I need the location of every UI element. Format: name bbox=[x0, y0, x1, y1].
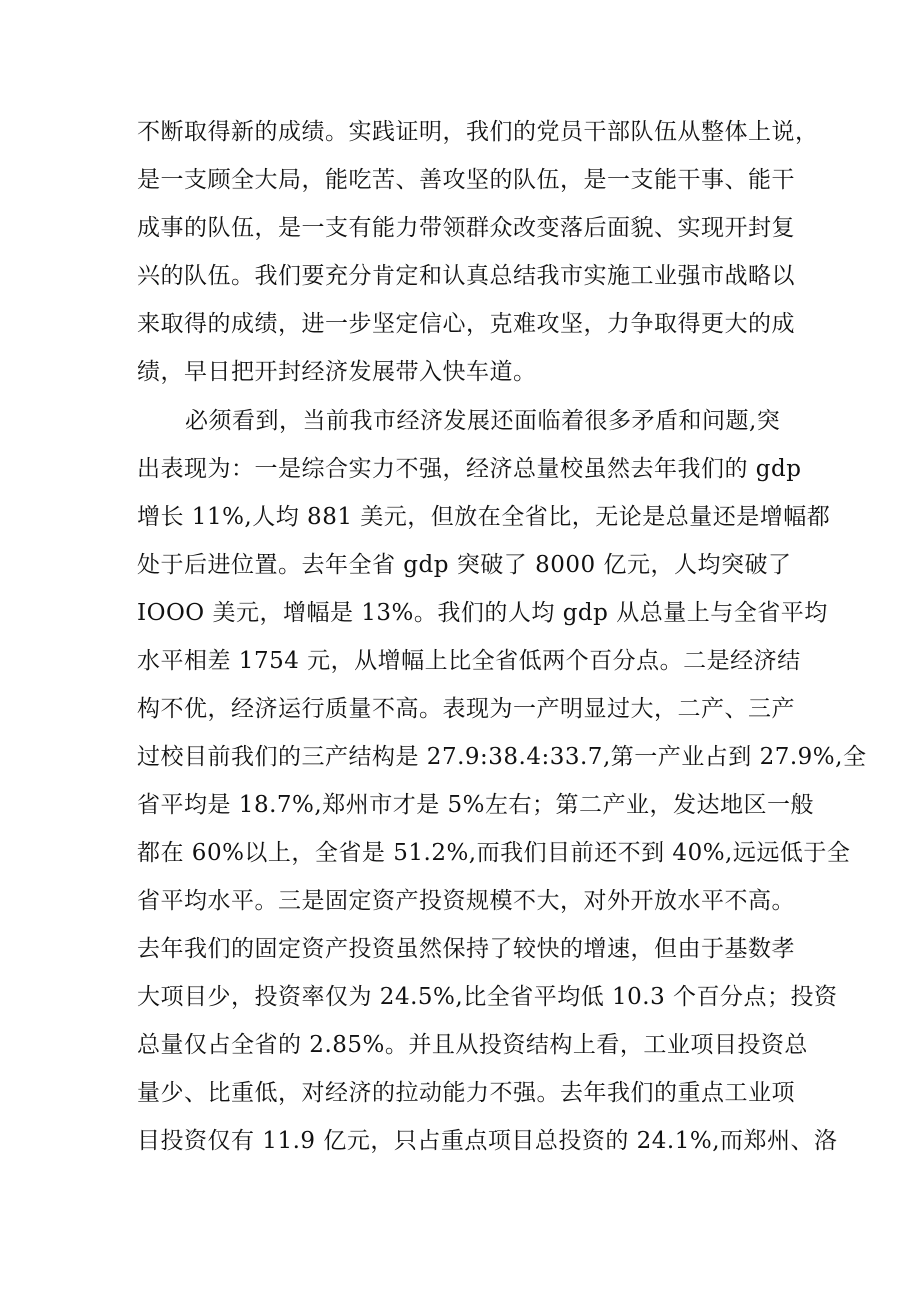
text-line: 去年我们的固定资产投资虽然保持了较快的增速，但由于基数孝 bbox=[137, 936, 795, 962]
paragraph-first-line: 必须看到，当前我市经济发展还面临着很多矛盾和问题,突 bbox=[185, 408, 781, 434]
text-line: 绩，早日把开封经济发展带入快车道。 bbox=[137, 359, 537, 385]
text-line: 水平相差 1754 元，从增幅上比全省低两个百分点。二是经济结 bbox=[137, 648, 801, 674]
text-line: IOOO 美元，增幅是 13%。我们的人均 gdp 从总量上与全省平均 bbox=[137, 600, 828, 626]
text-line: 省平均是 18.7%,郑州市才是 5%左右；第二产业，发达地区一般 bbox=[137, 792, 814, 818]
text-line: 成事的队伍，是一支有能力带领群众改变落后面貌、实现开封复 bbox=[137, 215, 795, 241]
text-line: 构不优，经济运行质量不高。表现为一产明显过大，二产、三产 bbox=[137, 696, 795, 722]
text-line: 省平均水平。三是固定资产投资规模不大，对外开放水平不高。 bbox=[137, 888, 795, 914]
text-line: 大项目少，投资率仅为 24.5%,比全省平均低 10.3 个百分点；投资 bbox=[137, 984, 838, 1010]
text-line: 兴的队伍。我们要充分肯定和认真总结我市实施工业强市战略以 bbox=[137, 263, 795, 289]
text-line: 过校目前我们的三产结构是 27.9:38.4:33.7,第一产业占到 27.9%,全 bbox=[137, 744, 867, 770]
text-line: 总量仅占全省的 2.85%。并且从投资结构上看，工业项目投资总 bbox=[137, 1032, 808, 1058]
text-line: 处于后进位置。去年全省 gdp 突破了 8000 亿元，人均突破了 bbox=[137, 552, 792, 578]
text-line: 增长 11%,人均 881 美元，但放在全省比，无论是总量还是增幅都 bbox=[137, 504, 831, 530]
text-line: 都在 60%以上，全省是 51.2%,而我们目前还不到 40%,远远低于全 bbox=[137, 840, 851, 866]
text-line: 不断取得新的成绩。实践证明，我们的党员干部队伍从整体上说， bbox=[137, 119, 819, 145]
text-line: 量少、比重低，对经济的拉动能力不强。去年我们的重点工业项 bbox=[137, 1080, 795, 1106]
text-line: 目投资仅有 11.9 亿元，只占重点项目总投资的 24.1%,而郑州、洛 bbox=[137, 1128, 838, 1154]
text-line: 是一支顾全大局，能吃苦、善攻坚的队伍，是一支能干事、能干 bbox=[137, 167, 795, 193]
text-line: 出表现为：一是综合实力不强，经济总量校虽然去年我们的 gdp bbox=[137, 456, 802, 482]
text-line: 来取得的成绩，进一步坚定信心，克难攻坚，力争取得更大的成 bbox=[137, 311, 795, 337]
